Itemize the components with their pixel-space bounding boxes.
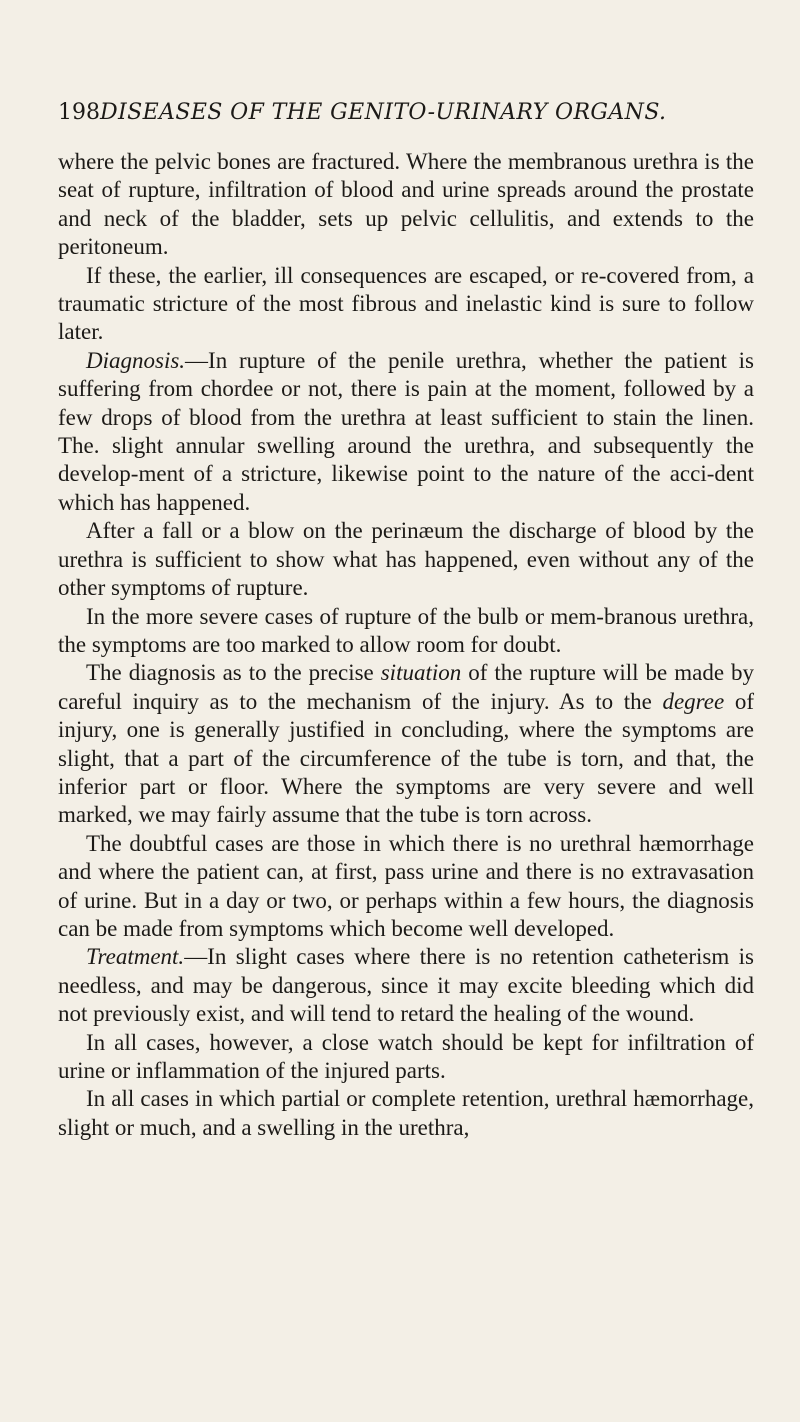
text-run: If these, the earlier, ill consequences are escaped, or re-covered from, a traumatic stricture of the most fibrous and inelastic kind is sure to follow later. [58,262,754,345]
paragraph [58,148,754,262]
paragraph [58,603,754,660]
text-run: In all cases, however, a close watch should be kept for infiltration of urine or inflammation of the injured parts. [58,1029,754,1083]
running-header [58,100,754,134]
paragraph [58,943,754,1028]
italic-text: Diagnosis. [86,347,186,373]
text-run: —In slight cases where there is no retention catheterism is needless, and may be dangerous, since it may excite bleeding which did not previously exist, and will tend to retard the healing of the wound. [58,944,754,1027]
text-run: The diagnosis as to the precise [86,660,381,686]
italic-text: degree [662,688,725,714]
text-run: After a fall or a blow on the perinæum the discharge of blood by the urethra is sufficient to show what has happened, even without any of the other symptoms of rupture. [58,518,754,601]
text-run: The doubtful cases are those in which there is no urethral hæmorrhage and where the patient can, at first, pass urine and there is no extravasation of urine. But in a day or two, or perhaps within a few hours, the diagnosis can be made from symptoms which become well developed. [58,830,754,941]
text-run: of injury, one is generally justified in concluding, where the symptoms are slight, that a part of the circumference of the tube is torn, and that, the inferior part or floor. Where the symptoms are very severe and well marked, we may fairly assume that the tube is torn across. [58,688,754,828]
italic-text: situation [380,660,462,686]
text-run: In all cases in which partial or complete retention, urethral hæmorrhage, slight or much, and a swelling in the urethra, [58,1086,754,1140]
italic-text: Treatment. [86,944,185,970]
page-number: 198 [58,100,100,125]
paragraph [58,347,754,517]
paragraph [58,1029,754,1086]
text-run: where the pelvic bones are fractured. Where the membranous urethra is the seat of rupture, infiltration of blood and urine spreads around the prostate and neck of the bladder, sets up pelvic cellulitis, and extends to the peritoneum. [58,149,754,260]
paragraph [58,659,754,829]
paragraph [58,262,754,347]
paragraph [58,517,754,602]
text-run: of the rupture will be made by careful inquiry as to the mechanism of the injury. As to the [58,660,754,714]
text-run: —In rupture of the penile urethra, whether the patient is suffering from chordee or not, there is pain at the moment, followed by a few drops of blood from the urethra at least sufficient to stain the linen. The. slight annular swelling around the urethra, and subsequently the develop-ment of a stricture, likewise point to the nature of the acci-dent which has happened. [58,347,754,515]
paragraph [58,1085,754,1142]
running-title: DISEASES OF THE GENITO-URINARY ORGANS. [100,100,667,125]
text-run: In the more severe cases of rupture of the bulb or mem-branous urethra, the symptoms are too marked to allow room for doubt. [58,603,754,657]
body-text [58,148,754,1142]
paragraph [58,830,754,944]
